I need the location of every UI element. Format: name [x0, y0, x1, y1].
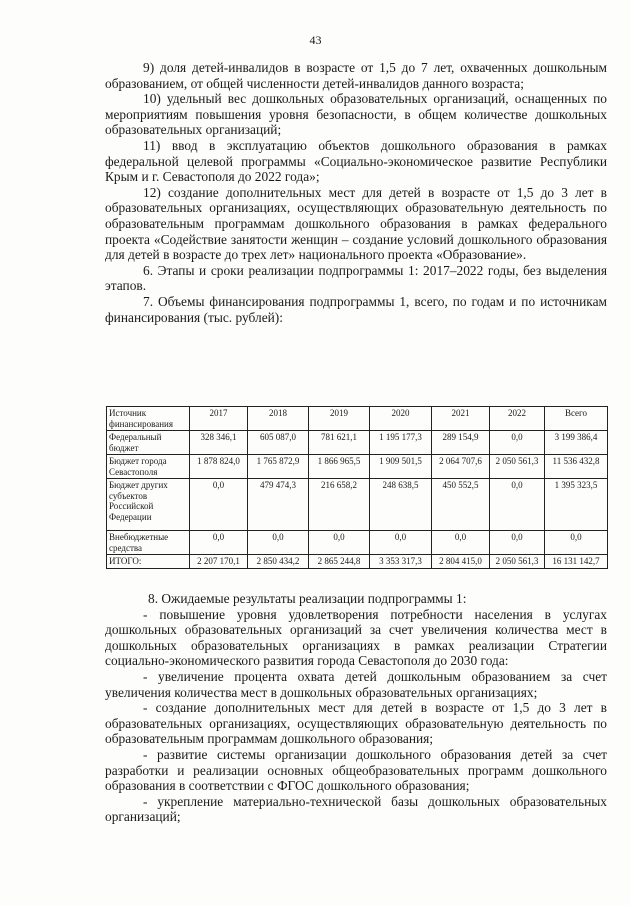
row-label: Федеральный бюджет: [107, 431, 190, 455]
result-item: - создание дополнительных мест для детей в возрасте от 1,5 до 3 лет в образовательных организациях, осуществляющих образовательную деятельность по образовательным программам дошкольного образования;: [105, 700, 607, 747]
page-number: 43: [309, 33, 322, 47]
table-cell: 0,0: [490, 531, 545, 555]
table-row: [107, 531, 608, 555]
header-total: Всего: [545, 407, 608, 431]
table-cell: 328 346,1: [190, 431, 248, 455]
table-cell: 11 536 432,8: [545, 455, 608, 479]
results-text-block: [105, 591, 607, 825]
table-cell: 2 804 415,0: [432, 555, 490, 569]
table-cell: 781 621,1: [309, 431, 370, 455]
table-cell: 0,0: [248, 531, 309, 555]
table-cell: 0,0: [190, 531, 248, 555]
table-cell: 1 878 824,0: [190, 455, 248, 479]
header-year: 2017: [190, 407, 248, 431]
header-year: 2022: [490, 407, 545, 431]
table-cell: 0,0: [370, 531, 432, 555]
paragraph-section-6: 6. Этапы и сроки реализации подпрограммы 1: 2017–2022 годы, без выделения этапов.: [105, 262, 607, 294]
table-cell: 479 474,3: [248, 479, 309, 531]
row-label: ИТОГО:: [107, 555, 190, 569]
result-item: - повышение уровня удовлетворения потребности населения в услугах дошкольных образовательных организаций за счет увеличения количества мест в дошкольных образовательных организациях в рамках реализации Стратегии социально-экономического развития города Севастополя до 2030 года:: [105, 606, 607, 669]
header-year: 2020: [370, 407, 432, 431]
table-cell: 0,0: [490, 479, 545, 531]
table-cell: 2 850 434,2: [248, 555, 309, 569]
table-row: [107, 479, 608, 531]
table-cell: 1 195 177,3: [370, 431, 432, 455]
row-label: Бюджет других субъектов Российской Федерации: [107, 479, 190, 531]
table-cell: 289 154,9: [432, 431, 490, 455]
row-label: Внебюджетные средства: [107, 531, 190, 555]
table-cell: 0,0: [490, 431, 545, 455]
table-cell: 3 353 317,3: [370, 555, 432, 569]
results-heading: 8. Ожидаемые результаты реализации подпрограммы 1:: [148, 591, 467, 606]
table-cell: 2 207 170,1: [190, 555, 248, 569]
table-cell: 0,0: [309, 531, 370, 555]
table-cell: 1 866 965,5: [309, 455, 370, 479]
paragraph-item-9: 9) доля детей-инвалидов в возрасте от 1,5 до 7 лет, охваченных дошкольным образованием, от общей численности детей-инвалидов данного возраста;: [105, 60, 607, 91]
paragraph-item-10: 10) удельный вес дошкольных образовательных организаций, оснащенных по мероприятиям повышения уровня безопасности, в общем количестве дошкольных образовательных организаций;: [105, 91, 607, 138]
table-cell: 1 765 872,9: [248, 455, 309, 479]
table-row: [107, 455, 608, 479]
header-year: 2021: [432, 407, 490, 431]
paragraph-item-12: 12) создание дополнительных мест для детей в возрасте от 1,5 до 3 лет в образовательных организациях, осуществляющих образовательную деятельность по образовательным программам дошкольного образования в рамках федерального проекта «Содействие занятости женщин – создание условий дошкольного образования для детей в возрасте до трех лет» национального проекта «Образование».: [105, 184, 607, 263]
financing-table: [106, 406, 608, 569]
table-cell: 2 865 244,8: [309, 555, 370, 569]
table-cell: 1 395 323,5: [545, 479, 608, 531]
paragraph-item-11: 11) ввод в эксплуатацию объектов дошкольного образования в рамках федеральной целевой программы «Социально-экономическое развитие Республики Крым и г. Севастополя до 2022 года»;: [105, 137, 607, 185]
table-cell: 605 087,0: [248, 431, 309, 455]
table-cell: 2 050 561,3: [490, 455, 545, 479]
table-cell: 0,0: [545, 531, 608, 555]
header-year: 2018: [248, 407, 309, 431]
table-total-row: [107, 555, 608, 569]
paragraph-section-7: 7. Объемы финансирования подпрограммы 1, всего, по годам и по источникам финансирования (тыс. рублей):: [105, 293, 607, 325]
table-cell: 1 909 501,5: [370, 455, 432, 479]
table-row: [107, 431, 608, 455]
table-header-row: [107, 407, 608, 431]
table-cell: 3 199 386,4: [545, 431, 608, 455]
table-cell: 450 552,5: [432, 479, 490, 531]
table-cell: 2 064 707,6: [432, 455, 490, 479]
result-item: - увеличение процента охвата детей дошкольным образованием за счет увеличения количества мест в дошкольных образовательных организациях;: [105, 668, 607, 700]
table-cell: 216 658,2: [309, 479, 370, 531]
table-cell: 0,0: [432, 531, 490, 555]
header-year: 2019: [309, 407, 370, 431]
table-cell: 0,0: [190, 479, 248, 531]
result-item: - укрепление материально-технической базы дошкольных образовательных организаций;: [105, 793, 607, 825]
table-cell: 16 131 142,7: [545, 555, 608, 569]
table-cell: 2 050 561,3: [490, 555, 545, 569]
result-item: - развитие системы организации дошкольного образования детей за счет разработки и реализации основных общеобразовательных программ дошкольного образования в соответствии с ФГОС дошкольного образования;: [105, 746, 607, 794]
row-label: Бюджет города Севастополя: [107, 455, 190, 479]
top-text-block: [105, 60, 607, 325]
header-source: Источник финансирования: [107, 407, 190, 431]
table-cell: 248 638,5: [370, 479, 432, 531]
